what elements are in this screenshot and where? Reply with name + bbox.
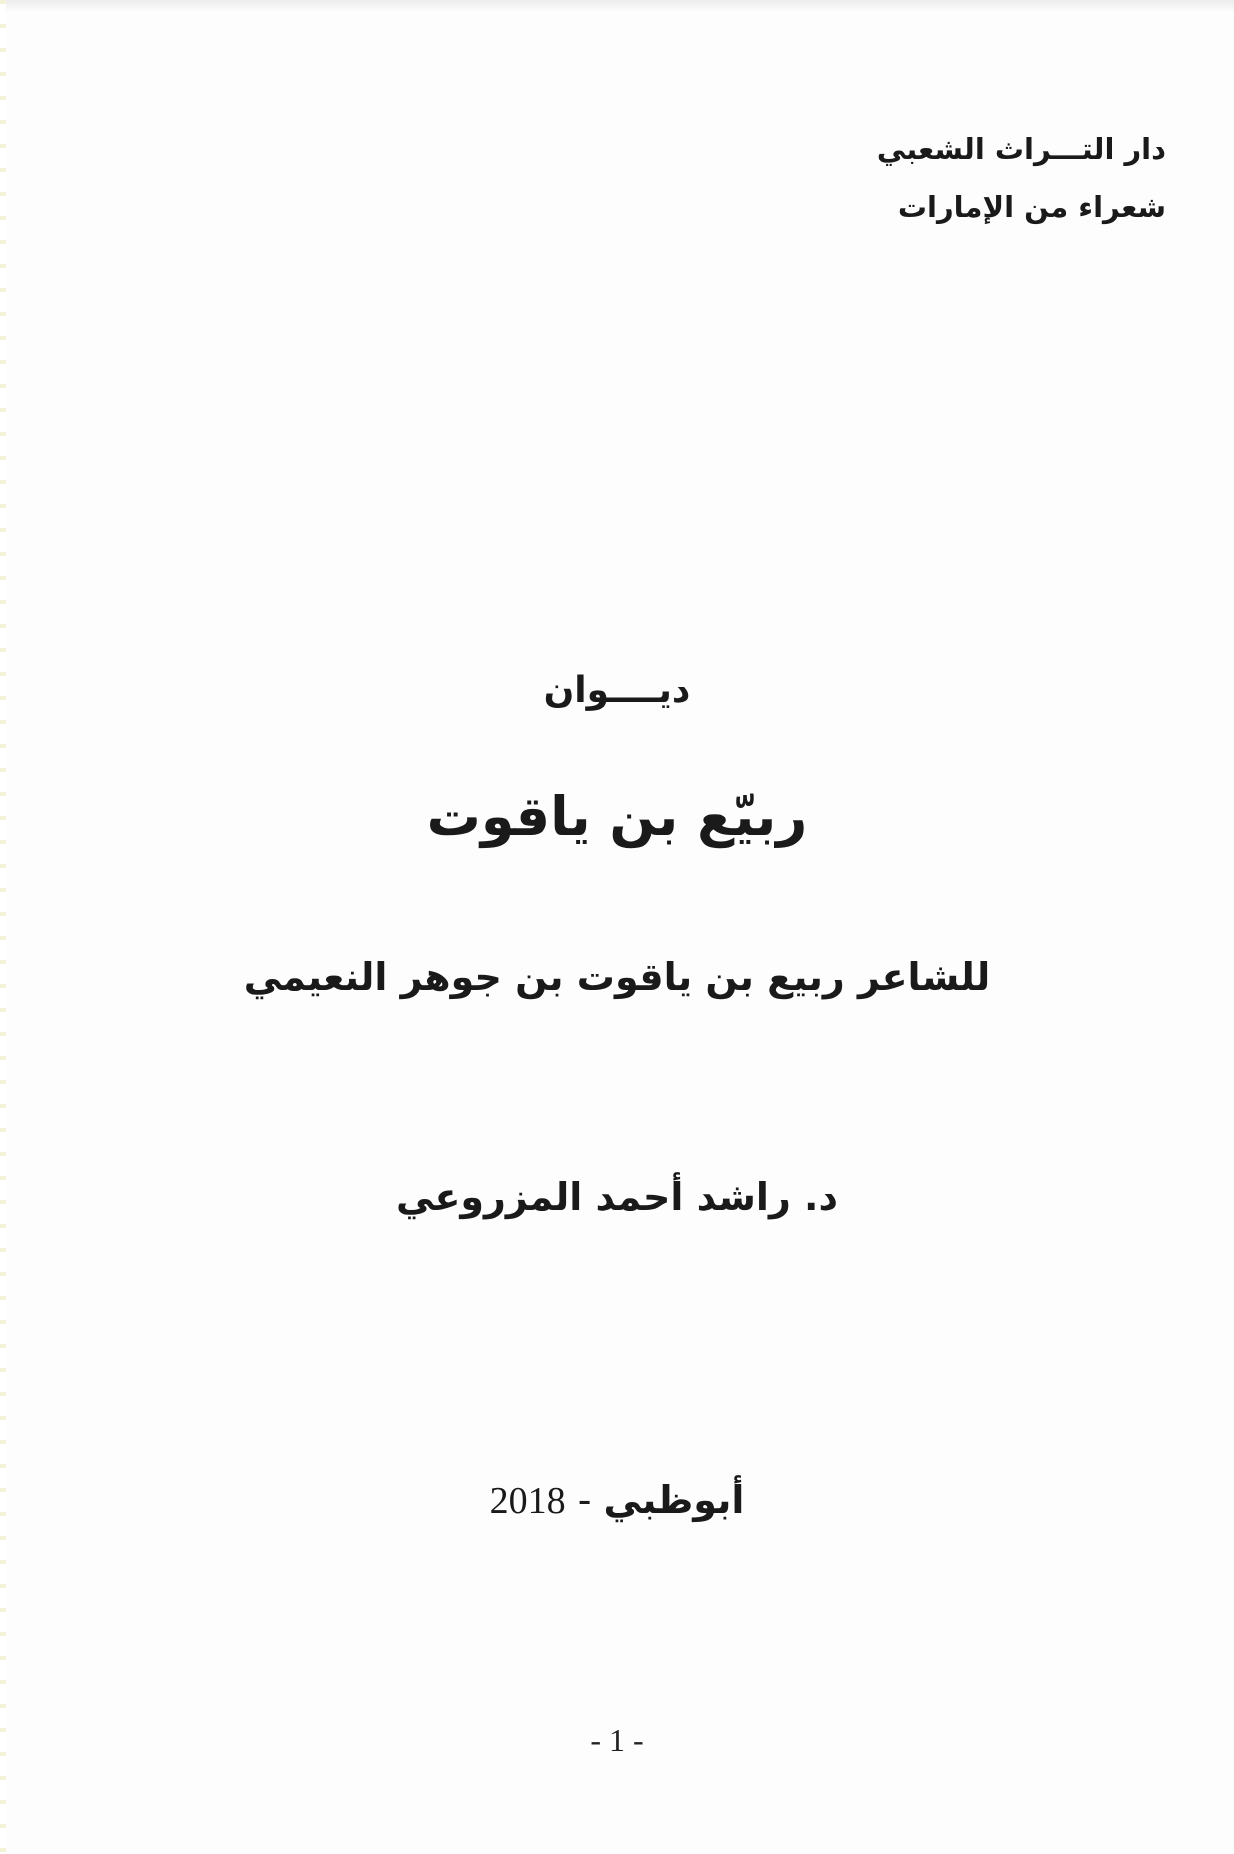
scan-left-edge xyxy=(0,0,6,1854)
place-year xyxy=(0,1478,1234,1523)
scan-top-edge xyxy=(0,0,1234,12)
poet-line: للشاعر ربيع بن ياقوت بن جوهر النعيمي xyxy=(243,955,991,999)
book-title: ربيّع بن ياقوت xyxy=(426,785,808,848)
publisher-name: دار التـــراث الشعبي xyxy=(876,132,1166,166)
series-name: شعراء من الإمارات xyxy=(897,190,1166,224)
diwan-label: ديــــوان xyxy=(543,670,691,711)
place-year-separator: - xyxy=(577,1478,592,1522)
publication-place: أبوظبي xyxy=(603,1478,745,1522)
page-number: - 1 - xyxy=(590,1722,644,1758)
author-name: د. راشد أحمد المزروعي xyxy=(396,1175,838,1219)
publication-year: 2018 xyxy=(489,1480,566,1522)
publisher-block xyxy=(877,120,1166,236)
